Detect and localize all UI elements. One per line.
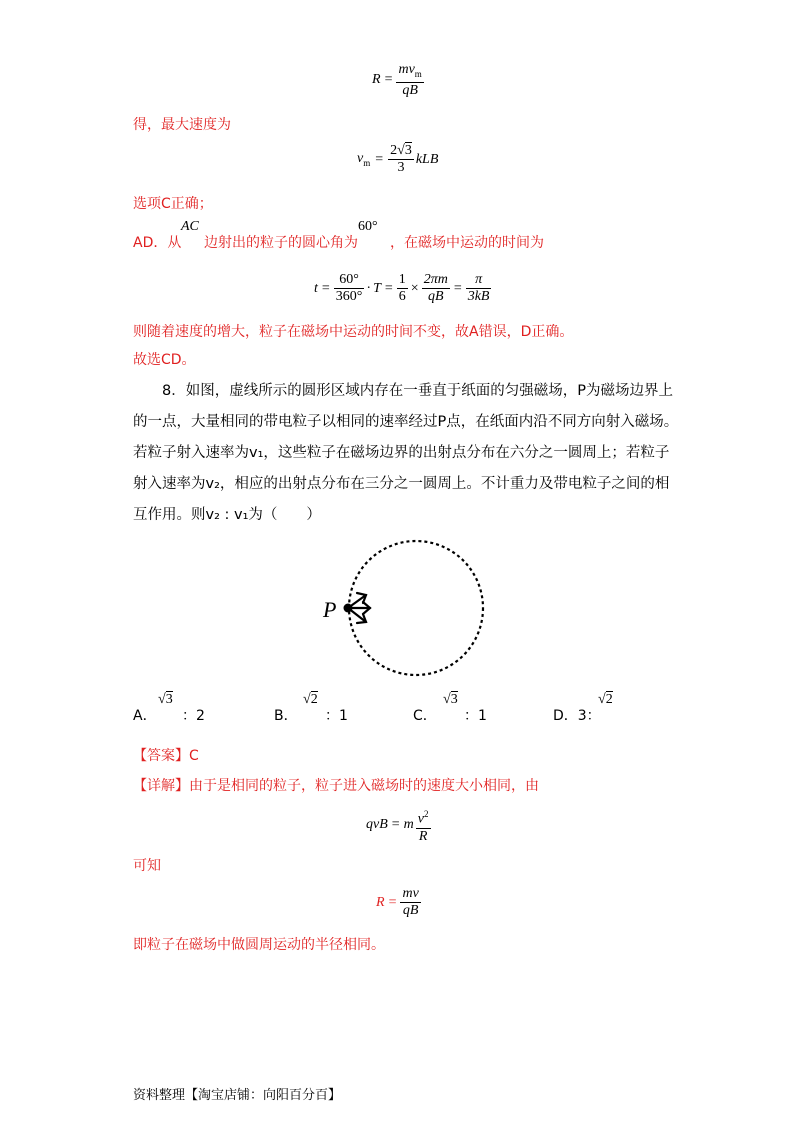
question-8-line-2: 的一点，大量相同的带电粒子以相同的速率经过P点，在纸面内沿不同方向射入磁场。: [133, 414, 679, 430]
text-ke-zhi: 可知: [133, 858, 161, 874]
answer-tag: 【答案】: [133, 748, 189, 764]
option-d-letter: D．3：: [553, 708, 601, 724]
answer-line: [133, 746, 199, 766]
option-b-radical: √2: [303, 692, 318, 707]
question-8-line-4: 射入速率为v₂，相应的出射点分布在三分之一圆周上。不计重力及带电粒子之间的相: [133, 476, 670, 492]
point-p-label: P: [323, 597, 337, 622]
text-time-unchanged: 则随着速度的增大，粒子在磁场中运动的时间不变，故A错误，D正确。: [133, 324, 574, 340]
answer-value: C: [189, 748, 199, 764]
magnetic-field-figure: [310, 535, 500, 685]
explain-line: [133, 776, 539, 796]
text-choose-cd: 故选CD。: [133, 352, 196, 368]
option-a-radical: √3: [158, 692, 173, 707]
text-angle-60: 60°: [358, 219, 378, 234]
equation-max-speed: $v_m$ = $\frac{2√3}{3}$ kLB: [357, 143, 439, 175]
equation-lorentz: qvB = m $\frac{v^2}{R}$: [366, 809, 429, 844]
text-ac-label: AC: [181, 219, 199, 234]
option-a-letter: A．: [133, 708, 157, 724]
text-option-c-correct: 选项C正确；: [133, 196, 213, 212]
footer-source: 资料整理【淘宝店铺：向阳百分百】: [133, 1088, 342, 1103]
explain-text: 由于是相同的粒子，粒子进入磁场时的速度大小相同，由: [189, 778, 539, 794]
option-a-ratio: ：2: [182, 708, 205, 724]
option-c-letter: C．: [413, 708, 437, 724]
text-ad-suffix: ，在磁场中运动的时间为: [390, 235, 544, 251]
option-c-radical: √3: [443, 692, 458, 707]
equation-radius-max: R = $\frac{mv_m}{qB}$: [372, 62, 422, 98]
eq1-lhs: R: [372, 72, 381, 88]
equation-time: t = $\frac{60^\circ}{360^\circ}$ · T = $\frac{1}{6}$ × $\frac{2\pi m}{qB}$ = $\frac{\pi}{3kB}$: [314, 272, 490, 304]
equation-radius: R = $\frac{mv}{qB}$: [376, 886, 419, 918]
text-radius-same: 即粒子在磁场中做圆周运动的半径相同。: [133, 937, 385, 953]
question-8-line-5: 互作用。则v₂ : v₁为（ ）: [133, 507, 321, 523]
option-b-ratio: ：1: [325, 708, 348, 724]
eq1-fraction: $\frac{mv_m}{qB}$: [398, 62, 422, 98]
text-max-speed: 得，最大速度为: [133, 117, 231, 133]
eq2-fraction: $\frac{2√3}{3}$: [390, 143, 412, 175]
explain-tag: 【详解】: [133, 778, 189, 794]
option-c-ratio: ：1: [464, 708, 487, 724]
text-ad-prefix: AD．从: [133, 235, 182, 251]
question-8-line-1: 8．如图，虚线所示的圆形区域内存在一垂直于纸面的匀强磁场，P为磁场边界上: [162, 383, 673, 399]
velocity-arrows: [348, 593, 370, 623]
question-8-line-3: 若粒子射入速率为v₁，这些粒子在磁场边界的出射点分布在六分之一圆周上；若粒子: [133, 445, 670, 461]
option-d-radical: √2: [598, 692, 613, 707]
text-ad-mid: 边射出的粒子的圆心角为: [204, 235, 358, 251]
option-b-letter: B．: [274, 708, 298, 724]
